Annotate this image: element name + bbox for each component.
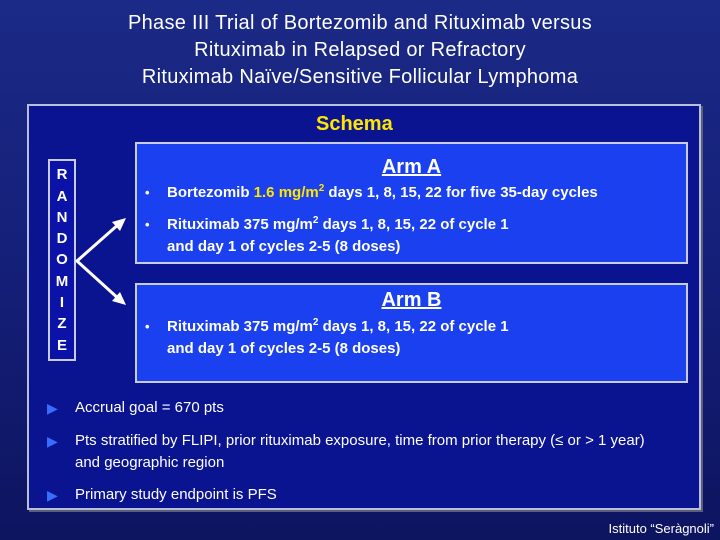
institution-footer: Istituto “Seràgnoli” bbox=[608, 521, 714, 536]
randomize-letter: Z bbox=[57, 315, 67, 333]
bullet-accrual-goal bbox=[47, 397, 224, 419]
bullet-primary-endpoint bbox=[47, 484, 277, 506]
slide-title-line-3: Rituximab Naïve/Sensitive Follicular Lymphoma bbox=[141, 66, 579, 88]
arm-b-box bbox=[135, 283, 688, 383]
randomize-letter: N bbox=[56, 208, 68, 226]
slide-title-line-1: Phase III Trial of Bortezomib and Rituximab versus bbox=[127, 12, 593, 34]
arm-a-rituximab-maintenance: and day 1 of cycles 2-5 (8 doses) bbox=[167, 238, 401, 255]
dose-superscript: 2 bbox=[318, 183, 325, 194]
arm-b-bullet-1-text bbox=[167, 316, 509, 360]
triangle-bullet-icon: ▶ bbox=[47, 487, 58, 503]
randomize-letter: R bbox=[56, 166, 68, 184]
bullet-text: Accrual goal = 670 pts bbox=[75, 399, 224, 416]
arm-a-bortezomib-label: Bortezomib bbox=[167, 184, 254, 201]
arrow-to-arm-a bbox=[77, 223, 120, 261]
randomize-letter: A bbox=[56, 187, 68, 205]
bullet-dot-icon: • bbox=[145, 319, 150, 334]
bullet-text: Pts stratified by FLIPI, prior rituximab exposure, time from prior therapy (≤ or > 1 year) and geographic region bbox=[75, 432, 645, 471]
bullet-dot-icon: • bbox=[145, 217, 150, 232]
arrow-to-arm-b bbox=[77, 261, 120, 300]
arm-b-bullet-rituximab bbox=[145, 316, 509, 360]
arm-a-bullet-bortezomib bbox=[145, 182, 598, 204]
bullet-stratification bbox=[47, 430, 667, 474]
slide-title bbox=[0, 10, 720, 91]
arm-b-title: Arm B bbox=[381, 289, 442, 311]
schema-panel bbox=[27, 104, 701, 510]
dose-superscript: 2 bbox=[312, 317, 319, 328]
randomize-letter: O bbox=[56, 251, 68, 269]
randomize-letter: D bbox=[56, 230, 68, 248]
arm-a-bortezomib-schedule: days 1, 8, 15, 22 for five 35-day cycles bbox=[324, 184, 598, 201]
arm-a-title: Arm A bbox=[381, 156, 442, 178]
arm-a-rituximab-label: Rituximab 375 mg/m bbox=[167, 216, 313, 233]
arm-b-rituximab-schedule: days 1, 8, 15, 22 of cycle 1 bbox=[318, 318, 509, 335]
triangle-bullet-icon: ▶ bbox=[47, 433, 58, 449]
arm-b-rituximab-label: Rituximab 375 mg/m bbox=[167, 318, 313, 335]
dose-value: 1.6 mg/m bbox=[253, 184, 319, 201]
slide-title-line-2: Rituximab in Relapsed or Refractory bbox=[194, 39, 526, 61]
arm-a-bullet-2-text bbox=[167, 214, 509, 258]
dose-superscript: 2 bbox=[312, 215, 319, 226]
randomize-letter: M bbox=[55, 272, 69, 290]
arm-a-box bbox=[135, 142, 688, 264]
schema-heading: Schema bbox=[316, 113, 393, 135]
randomize-letter: E bbox=[56, 336, 67, 354]
triangle-bullet-icon: ▶ bbox=[47, 400, 58, 416]
arm-a-rituximab-schedule: days 1, 8, 15, 22 of cycle 1 bbox=[318, 216, 509, 233]
bullet-text: Primary study endpoint is PFS bbox=[75, 486, 277, 503]
randomize-letter: I bbox=[59, 294, 65, 312]
arm-a-bullet-rituximab bbox=[145, 214, 509, 258]
arm-b-rituximab-maintenance: and day 1 of cycles 2-5 (8 doses) bbox=[167, 340, 401, 357]
bullet-dot-icon: • bbox=[145, 185, 150, 200]
arm-a-bortezomib-dose bbox=[254, 184, 325, 201]
randomization-arrows-icon bbox=[74, 216, 136, 306]
arm-a-bullet-1-text bbox=[167, 182, 598, 204]
randomize-box bbox=[48, 159, 76, 361]
